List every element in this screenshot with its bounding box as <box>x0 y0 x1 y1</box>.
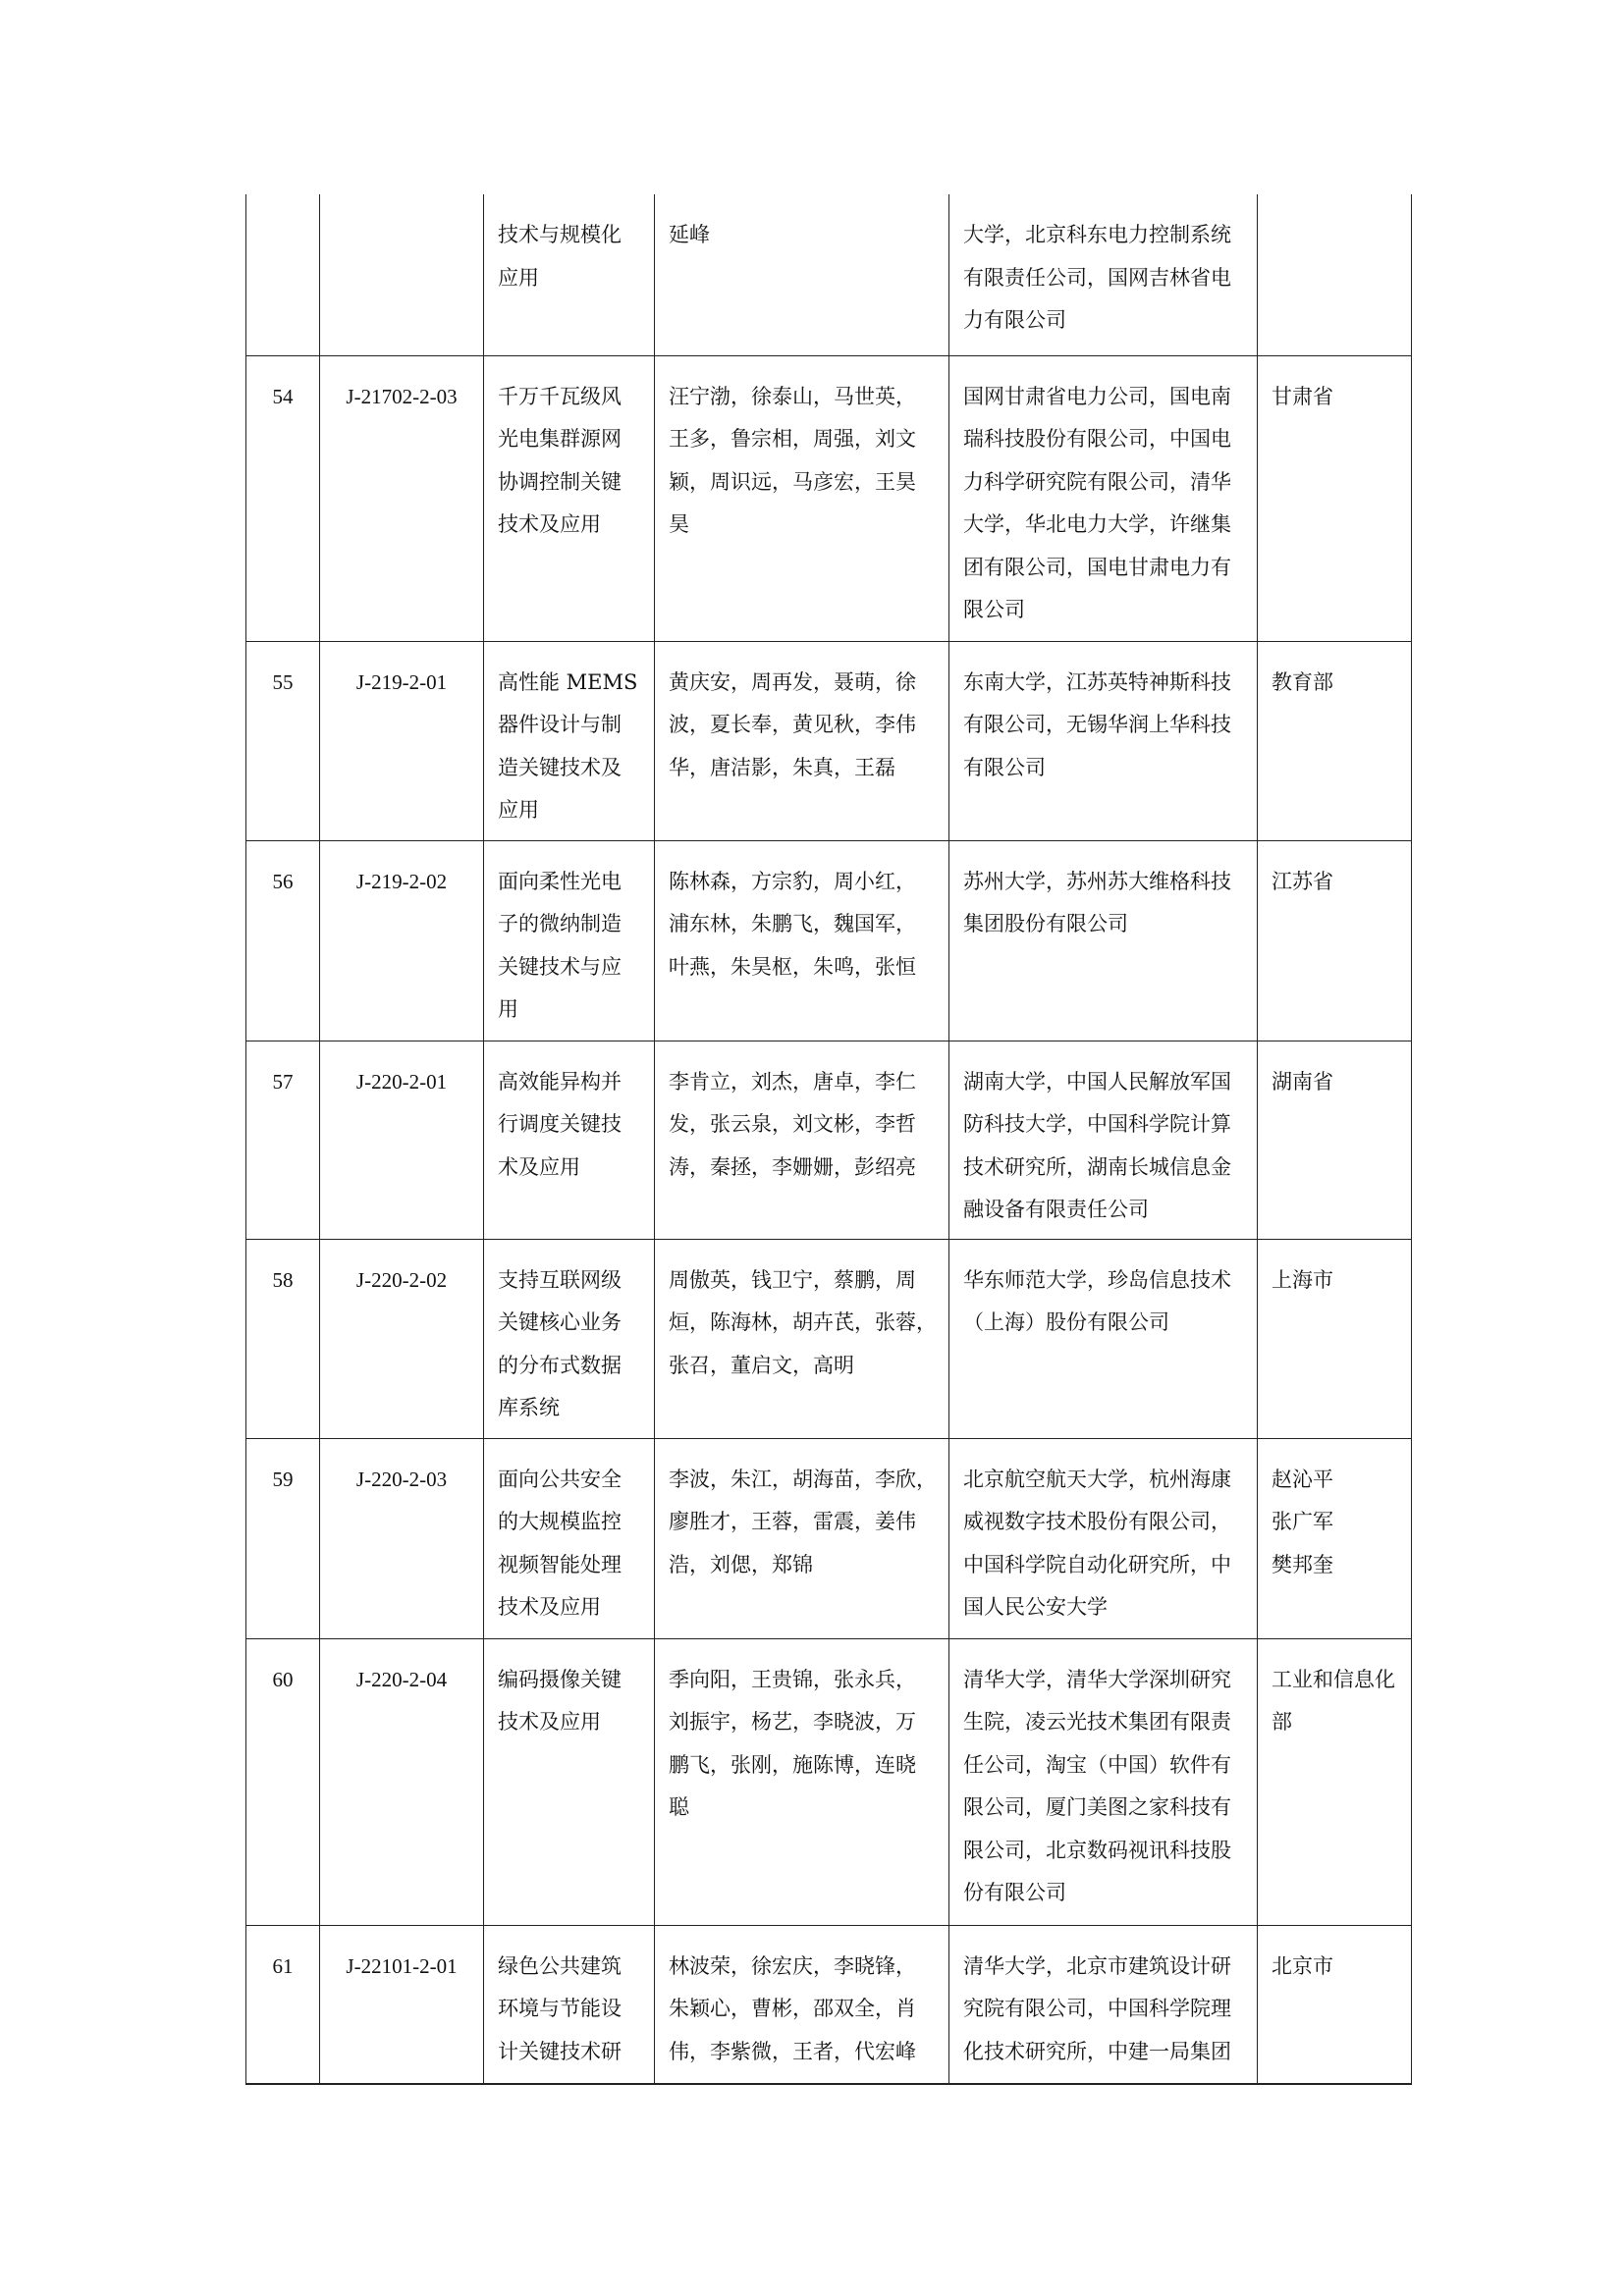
project-code: J-21702-2-03 <box>320 355 484 641</box>
table-row <box>246 1041 1412 1239</box>
project-units: 湖南大学，中国人民解放军国 防科技大学，中国科学院计算 技术研究所，湖南长城信息金 融设备有限责任公司 <box>949 1041 1258 1239</box>
row-number: 55 <box>246 641 320 840</box>
project-contributors: 周傲英，钱卫宁，蔡鹏，周 烜，陈海林，胡卉芪，张蓉， 张召，董启文，高明 <box>655 1239 949 1438</box>
table-row <box>246 194 1412 355</box>
project-recommender: 北京市 <box>1258 1925 1412 2084</box>
table-row <box>246 355 1412 641</box>
table-row <box>246 1438 1412 1638</box>
project-title: 高性能 MEMS 器件设计与制 造关键技术及 应用 <box>484 641 655 840</box>
project-contributors: 李波，朱江，胡海苗，李欣， 廖胜才，王蓉，雷震，姜伟 浩，刘偲，郑锦 <box>655 1438 949 1638</box>
project-title: 千万千瓦级风 光电集群源网 协调控制关键 技术及应用 <box>484 355 655 641</box>
award-project-table <box>245 194 1412 2085</box>
project-recommender <box>1258 194 1412 355</box>
project-units: 东南大学，江苏英特神斯科技 有限公司，无锡华润上华科技 有限公司 <box>949 641 1258 840</box>
project-recommender: 湖南省 <box>1258 1041 1412 1239</box>
row-number: 60 <box>246 1638 320 1925</box>
row-number <box>246 194 320 355</box>
row-number: 57 <box>246 1041 320 1239</box>
project-title: 绿色公共建筑 环境与节能设 计关键技术研 <box>484 1925 655 2084</box>
project-title: 高效能异构并 行调度关键技 术及应用 <box>484 1041 655 1239</box>
project-units: 国网甘肃省电力公司，国电南 瑞科技股份有限公司，中国电 力科学研究院有限公司，清华 大学，华北电力大学，许继集 团有限公司，国电甘肃电力有 限公司 <box>949 355 1258 641</box>
row-number: 56 <box>246 840 320 1041</box>
row-number: 58 <box>246 1239 320 1438</box>
project-contributors: 延峰 <box>655 194 949 355</box>
table-row <box>246 1925 1412 2084</box>
project-code <box>320 194 484 355</box>
project-code: J-220-2-03 <box>320 1438 484 1638</box>
table-row <box>246 1239 1412 1438</box>
project-units: 苏州大学，苏州苏大维格科技 集团股份有限公司 <box>949 840 1258 1041</box>
project-units: 清华大学，清华大学深圳研究 生院，凌云光技术集团有限责 任公司，淘宝（中国）软件有 限公司，厦门美图之家科技有 限公司，北京数码视讯科技股 份有限公司 <box>949 1638 1258 1925</box>
table-row <box>246 1638 1412 1925</box>
table-row <box>246 840 1412 1041</box>
project-title: 支持互联网级 关键核心业务 的分布式数据 库系统 <box>484 1239 655 1438</box>
project-recommender: 上海市 <box>1258 1239 1412 1438</box>
table-row <box>246 641 1412 840</box>
project-contributors: 李肯立，刘杰，唐卓，李仁 发，张云泉，刘文彬，李哲 涛，秦拯，李姗姗，彭绍亮 <box>655 1041 949 1239</box>
project-contributors: 陈林森，方宗豹，周小红， 浦东林，朱鹏飞，魏国军， 叶燕，朱昊枢，朱鸣，张恒 <box>655 840 949 1041</box>
project-title: 面向公共安全 的大规模监控 视频智能处理 技术及应用 <box>484 1438 655 1638</box>
project-recommender: 甘肃省 <box>1258 355 1412 641</box>
project-recommender: 教育部 <box>1258 641 1412 840</box>
project-units: 北京航空航天大学，杭州海康 威视数字技术股份有限公司， 中国科学院自动化研究所，中 国人民公安大学 <box>949 1438 1258 1638</box>
project-units: 清华大学，北京市建筑设计研 究院有限公司，中国科学院理 化技术研究所，中建一局集团 <box>949 1925 1258 2084</box>
project-code: J-22101-2-01 <box>320 1925 484 2084</box>
project-contributors: 林波荣，徐宏庆，李晓锋， 朱颖心，曹彬，邵双全，肖 伟，李紫微，王者，代宏峰 <box>655 1925 949 2084</box>
project-units: 大学，北京科东电力控制系统 有限责任公司，国网吉林省电 力有限公司 <box>949 194 1258 355</box>
project-code: J-219-2-01 <box>320 641 484 840</box>
project-units: 华东师范大学，珍岛信息技术 （上海）股份有限公司 <box>949 1239 1258 1438</box>
project-recommender: 工业和信息化 部 <box>1258 1638 1412 1925</box>
project-contributors: 季向阳，王贵锦，张永兵， 刘振宇，杨艺，李晓波，万 鹏飞，张刚，施陈博，连晓 聪 <box>655 1638 949 1925</box>
project-contributors: 黄庆安，周再发，聂萌，徐 波，夏长奉，黄见秋，李伟 华，唐洁影，朱真，王磊 <box>655 641 949 840</box>
project-contributors: 汪宁渤，徐泰山，马世英， 王多，鲁宗相，周强，刘文 颖，周识远，马彦宏，王昊 昊 <box>655 355 949 641</box>
project-title: 面向柔性光电 子的微纳制造 关键技术与应 用 <box>484 840 655 1041</box>
project-code: J-220-2-01 <box>320 1041 484 1239</box>
row-number: 59 <box>246 1438 320 1638</box>
project-code: J-220-2-04 <box>320 1638 484 1925</box>
project-code: J-219-2-02 <box>320 840 484 1041</box>
project-title: 编码摄像关键 技术及应用 <box>484 1638 655 1925</box>
row-number: 54 <box>246 355 320 641</box>
row-number: 61 <box>246 1925 320 2084</box>
project-recommender: 赵沁平 张广军 樊邦奎 <box>1258 1438 1412 1638</box>
project-title: 技术与规模化 应用 <box>484 194 655 355</box>
project-recommender: 江苏省 <box>1258 840 1412 1041</box>
project-code: J-220-2-02 <box>320 1239 484 1438</box>
